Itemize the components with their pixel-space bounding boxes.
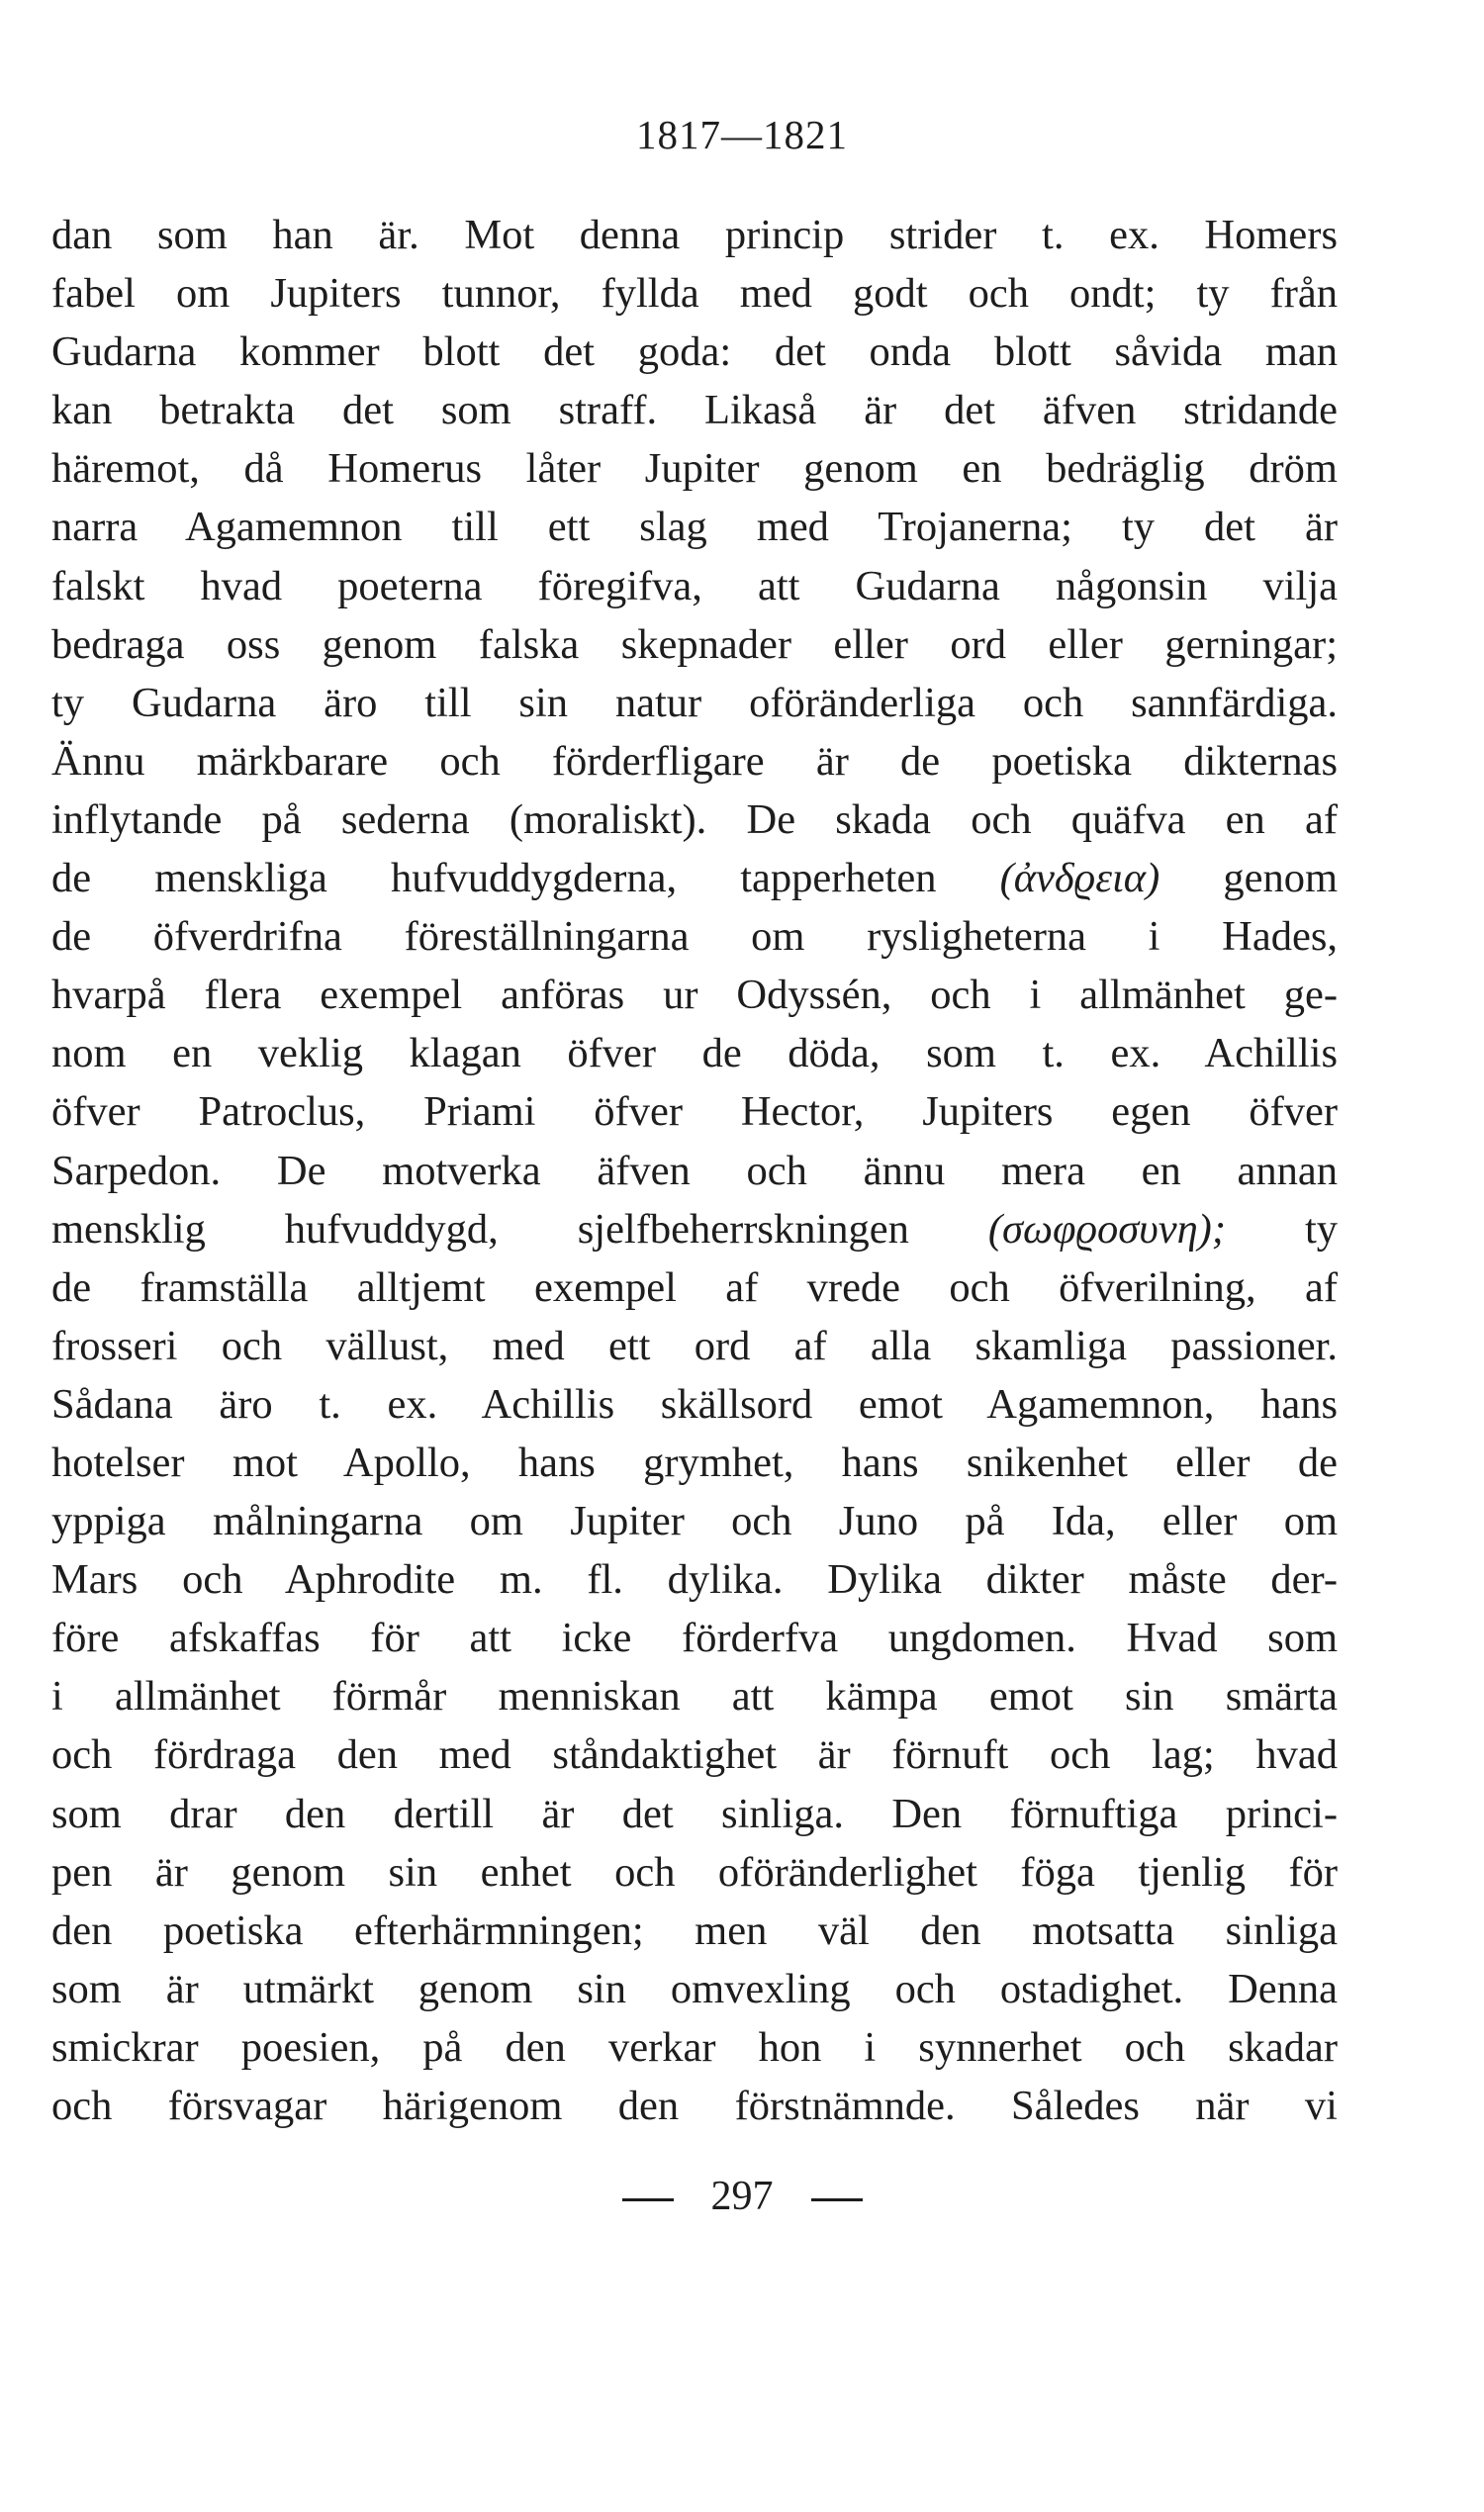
text-line: Sådana äro t. ex. Achillis skällsord emot Agamemnon, hans xyxy=(51,1380,1338,1428)
text-line: pen är genom sin enhet och oföränderlighet föga tjenlig för xyxy=(51,1848,1338,1896)
text-line: häremot, då Homerus låter Jupiter genom en bedräglig dröm xyxy=(51,445,1338,493)
text-line: Sarpedon. De motverka äfven och ännu mera en annan xyxy=(51,1147,1338,1194)
text-segment: de menskliga hufvuddygderna, tapperheten xyxy=(51,855,937,902)
text-line: den poetiska efterhärmningen; men väl den motsatta sinliga xyxy=(51,1907,1338,1954)
text-line: dan som han är. Mot denna princip strider t. ex. Homers xyxy=(51,212,1338,258)
body-text xyxy=(51,206,1338,2135)
text-line: ty Gudarna äro till sin natur oföränderliga och sannfärdiga. xyxy=(51,679,1338,726)
text-line: smickrar poesien, på den verkar hon i synnerhet och skadar xyxy=(51,2023,1338,2071)
text-line: falskt hvad poeterna föregifva, att Gudarna någonsin vilja xyxy=(51,562,1338,609)
text-line: Gudarna kommer blott det goda: det onda blott såvida man xyxy=(51,328,1338,376)
text-line: i allmänhet förmår menniskan att kämpa emot sin smärta xyxy=(51,1673,1338,1721)
text-line: kan betrakta det som straff. Likaså är det äfven stridande xyxy=(51,387,1338,434)
text-segment: genom xyxy=(1223,855,1338,902)
text-line-with-greek xyxy=(51,849,1338,907)
greek-term-andreia: (ἀνδϱεια) xyxy=(999,855,1160,902)
text-segment: mensklig hufvuddygd, sjelfbeherrskningen xyxy=(51,1205,909,1253)
text-line: öfver Patroclus, Priami öfver Hector, Jupiters egen öfver xyxy=(51,1088,1338,1136)
text-line: frosseri och vällust, med ett ord af alla skamliga passioner. xyxy=(51,1322,1338,1369)
text-line: nom en veklig klagan öfver de döda, som t. ex. Achillis xyxy=(51,1030,1338,1077)
text-line: hotelser mot Apollo, hans grymhet, hans snikenhet eller de xyxy=(51,1439,1338,1486)
page-number-footer xyxy=(0,2173,1484,2220)
text-line: före afskaffas för att icke förderfva ungdomen. Hvad som xyxy=(51,1615,1338,1662)
text-line: yppiga målningarna om Jupiter och Juno på Ida, eller om xyxy=(51,1498,1338,1545)
page-number: 297 xyxy=(710,2174,774,2219)
text-line: och försvagar härigenom den förstnämnde. Således när vi xyxy=(51,2083,1338,2129)
running-head: 1817—1821 xyxy=(636,112,848,157)
text-line: bedraga oss genom falska skepnader eller ord eller gerningar; xyxy=(51,620,1338,668)
text-line: Mars och Aphrodite m. fl. dylika. Dylika dikter måste der- xyxy=(51,1556,1338,1604)
text-segment: ty xyxy=(1304,1205,1338,1253)
text-line: som är utmärkt genom sin omvexling och ostadighet. Denna xyxy=(51,1965,1338,2012)
text-line: Ännu märkbarare och förderfligare är de poetiska dikternas xyxy=(51,737,1338,785)
text-line: fabel om Jupiters tunnor, fyllda med godt och ondt; ty från xyxy=(51,270,1338,318)
text-line: de öfverdrifna föreställningarna om rysligheterna i Hades, xyxy=(51,913,1338,961)
text-line: hvarpå flera exempel anföras ur Odyssén, och i allmänhet ge- xyxy=(51,972,1338,1019)
text-line: de framställa alltjemt exempel af vrede och öfverilning, af xyxy=(51,1263,1338,1311)
greek-term-sophrosyne: (σωφϱοσυνη); xyxy=(987,1205,1226,1253)
text-line-with-greek xyxy=(51,1200,1338,1258)
folio-dash-left xyxy=(622,2198,674,2201)
text-line: inflytande på sederna (moraliskt). De skada och quäfva en af xyxy=(51,795,1338,843)
text-line: som drar den dertill är det sinliga. Den förnuftiga princi- xyxy=(51,1790,1338,1837)
text-line: och fördraga den med ståndaktighet är förnuft och lag; hvad xyxy=(51,1731,1338,1779)
text-line: narra Agamemnon till ett slag med Trojanerna; ty det är xyxy=(51,504,1338,551)
folio-dash-right xyxy=(811,2198,863,2201)
